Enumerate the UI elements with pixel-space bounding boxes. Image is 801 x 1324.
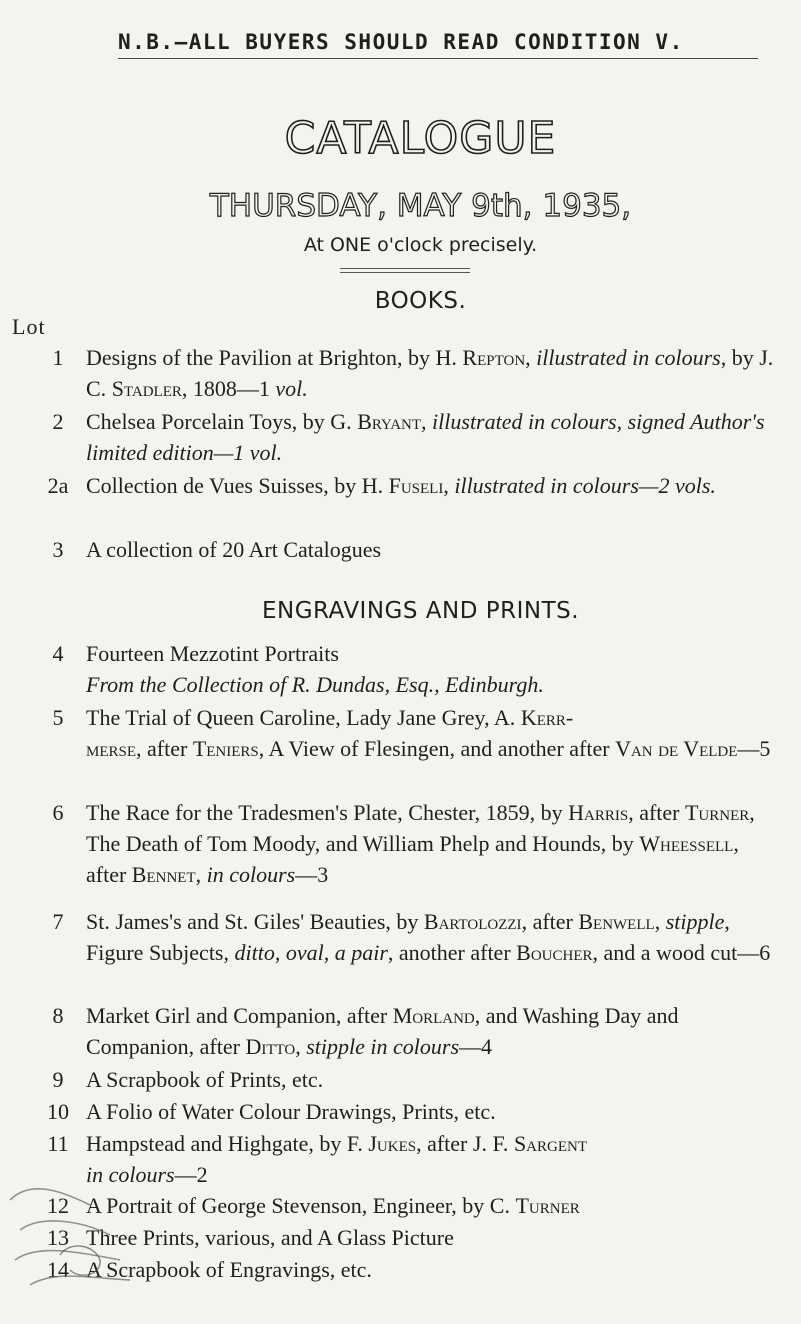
lot-text-run: Ditto xyxy=(245,1034,296,1059)
lot-text-run: , xyxy=(195,862,207,887)
lot-description xyxy=(86,1254,783,1285)
lot-description xyxy=(86,1190,783,1221)
lot-text-run: Collection de Vues Suisses, by H. xyxy=(86,473,389,498)
lot-number: 6 xyxy=(52,800,64,825)
lot-text-run: Hampstead and Highgate, by F. xyxy=(86,1131,369,1156)
lot-text-run: in colours xyxy=(206,862,296,887)
lot-description xyxy=(86,470,783,501)
lot-description xyxy=(86,1000,783,1062)
lot-text-run: A Folio of Water Colour Drawings, Prints, etc. xyxy=(86,1099,496,1124)
lot-text-run: in colours xyxy=(86,1162,175,1187)
double-rule-divider xyxy=(340,268,470,273)
lot-text-run: Bennet xyxy=(131,862,196,887)
lot-text-run: , and Washing Day and Companion, after xyxy=(86,1003,679,1059)
lot-text-run: , after xyxy=(628,800,685,825)
lot-text-run: Boucher xyxy=(516,940,593,965)
lot-text-run: Turner xyxy=(684,800,750,825)
lot-text-run: stipple in colours xyxy=(306,1034,460,1059)
lot-text-run: —2 xyxy=(174,1162,208,1187)
lot-text-run: Fuseli xyxy=(388,473,444,498)
lot-text-run: Harris xyxy=(568,800,629,825)
lot-description xyxy=(86,906,783,968)
lot-entry xyxy=(38,1096,783,1127)
lot-text-run: , after xyxy=(86,831,739,887)
lot-number: 10 xyxy=(47,1099,69,1124)
lot-text-run: —5 xyxy=(737,736,771,761)
lot-number: 9 xyxy=(52,1067,64,1092)
lot-text-run: Benwell xyxy=(578,909,655,934)
lot-description xyxy=(86,1064,783,1095)
lot-text-run: Van de Velde xyxy=(615,736,738,761)
lot-number: 5 xyxy=(52,705,64,730)
lot-text-run: A Scrapbook of Engravings, etc. xyxy=(86,1257,372,1282)
lot-text-run: , xyxy=(421,409,433,434)
lot-text-run: Jukes xyxy=(368,1131,417,1156)
lot-entry xyxy=(38,702,783,764)
lot-text-run: From the Collection of R. Dundas, Esq., Edinburgh. xyxy=(86,672,544,697)
conditions-notice: N.B.—ALL BUYERS SHOULD READ CONDITION V. xyxy=(118,30,684,54)
lot-number: 7 xyxy=(52,909,64,934)
lot-column-header: Lot xyxy=(12,314,46,339)
lot-entry xyxy=(38,797,783,890)
lot-entry xyxy=(38,342,783,404)
lot-text-run: —3 xyxy=(295,862,329,887)
lot-entry xyxy=(38,638,783,700)
lot-text-run: illustrated in colours—2 vols. xyxy=(454,473,716,498)
lot-text-run: merse xyxy=(86,736,137,761)
lot-text-run: , and a wood cut—6 xyxy=(592,940,771,965)
lot-description xyxy=(86,534,783,565)
lot-text-run: , xyxy=(295,1034,307,1059)
lot-text-run: , Figure Subjects, xyxy=(86,909,730,965)
lot-entry xyxy=(38,1064,783,1095)
lot-entry xyxy=(38,534,783,565)
lot-text-run: , after xyxy=(521,909,579,934)
section-heading-books: BOOKS. xyxy=(374,288,467,314)
section-heading-engravings: ENGRAVINGS AND PRINTS. xyxy=(261,598,580,624)
lot-text-run: The Trial of Queen Caroline, Lady Jane Grey, A. xyxy=(86,705,521,730)
lot-description xyxy=(86,342,783,404)
lot-description xyxy=(86,702,783,764)
lot-number: 1 xyxy=(52,345,64,370)
lot-text-run: Bryant xyxy=(357,409,422,434)
lot-text-run: Teniers xyxy=(192,736,259,761)
sale-date: THURSDAY, MAY 9th, 1935, xyxy=(209,188,632,224)
lot-text-run: Fourteen Mezzotint Portraits xyxy=(86,641,339,666)
lot-text-run: , after xyxy=(136,736,193,761)
lot-text-run: , after J. F. xyxy=(416,1131,514,1156)
lot-text-run: Sargent xyxy=(513,1131,588,1156)
lot-description xyxy=(86,1222,783,1253)
lot-text-run: Morland xyxy=(392,1003,475,1028)
lot-entry xyxy=(38,1000,783,1062)
lot-entry xyxy=(38,470,783,501)
lot-number: 12 xyxy=(47,1193,69,1218)
lot-description xyxy=(86,1128,783,1190)
lot-number: 13 xyxy=(47,1225,69,1250)
lot-text-run: Wheessell xyxy=(639,831,734,856)
lot-text-run: stipple xyxy=(665,909,725,934)
lot-text-run: St. James's and St. Giles' Beauties, by xyxy=(86,909,424,934)
lot-text-run: , The Death of Tom Moody, and William Phelp and Hounds, by xyxy=(86,800,755,856)
lot-text-run: , by J. C. xyxy=(86,345,774,401)
lot-text-run: A Portrait of George Stevenson, Engineer, by C. xyxy=(86,1193,516,1218)
lot-number: 2a xyxy=(47,473,69,498)
lot-text-run: vol. xyxy=(275,376,308,401)
lot-text-run: , A View of Flesingen, and another after xyxy=(258,736,616,761)
lot-description xyxy=(86,638,783,700)
lot-text-run: Kerr- xyxy=(520,705,574,730)
lot-text-run: Designs of the Pavilion at Brighton, by H. xyxy=(86,345,463,370)
lot-text-run: Repton xyxy=(462,345,526,370)
lot-text-run: A collection of 20 Art Catalogues xyxy=(86,537,382,562)
lot-text-run: The Race for the Tradesmen's Plate, Chester, 1859, by xyxy=(86,800,569,825)
lot-number: 11 xyxy=(47,1131,69,1156)
lot-number: 4 xyxy=(52,641,64,666)
lot-entry xyxy=(38,406,783,468)
lot-text-run: , another after xyxy=(387,940,517,965)
lot-number: 2 xyxy=(52,409,64,434)
lot-text-run: Stadler xyxy=(111,376,182,401)
lot-text-run: , xyxy=(654,909,666,934)
lot-text-run: , xyxy=(443,473,455,498)
lot-text-run: , 1808—1 xyxy=(181,376,276,401)
sale-time: At ONE o'clock precisely. xyxy=(303,234,538,256)
lot-number: 8 xyxy=(52,1003,64,1028)
lot-number: 14 xyxy=(47,1257,69,1282)
lot-text-run: ditto, oval, a pair xyxy=(234,940,388,965)
notice-underline xyxy=(118,58,758,59)
pencil-annotation-scribble xyxy=(0,1160,150,1310)
lot-text-run: Turner xyxy=(515,1193,580,1218)
lot-text-run: A Scrapbook of Prints, etc. xyxy=(86,1067,324,1092)
lot-text-run: illustrated in colours, signed Author's limited edition—1 vol. xyxy=(86,409,765,465)
lot-text-run: —4 xyxy=(459,1034,493,1059)
lot-text-run: illustrated in colours xyxy=(536,345,721,370)
lot-description xyxy=(86,406,783,468)
lot-text-run: Market Girl and Companion, after xyxy=(86,1003,393,1028)
lot-text-run: Chelsea Porcelain Toys, by G. xyxy=(86,409,358,434)
lot-description xyxy=(86,1096,783,1127)
lot-text-run: , xyxy=(525,345,537,370)
catalogue-title: CATALOGUE xyxy=(284,113,557,164)
lot-entry xyxy=(38,906,783,968)
lot-text-run: Three Prints, various, and A Glass Picture xyxy=(86,1225,454,1250)
lot-text-run: Bartolozzi xyxy=(423,909,522,934)
lot-number: 3 xyxy=(52,537,64,562)
lot-description xyxy=(86,797,783,890)
